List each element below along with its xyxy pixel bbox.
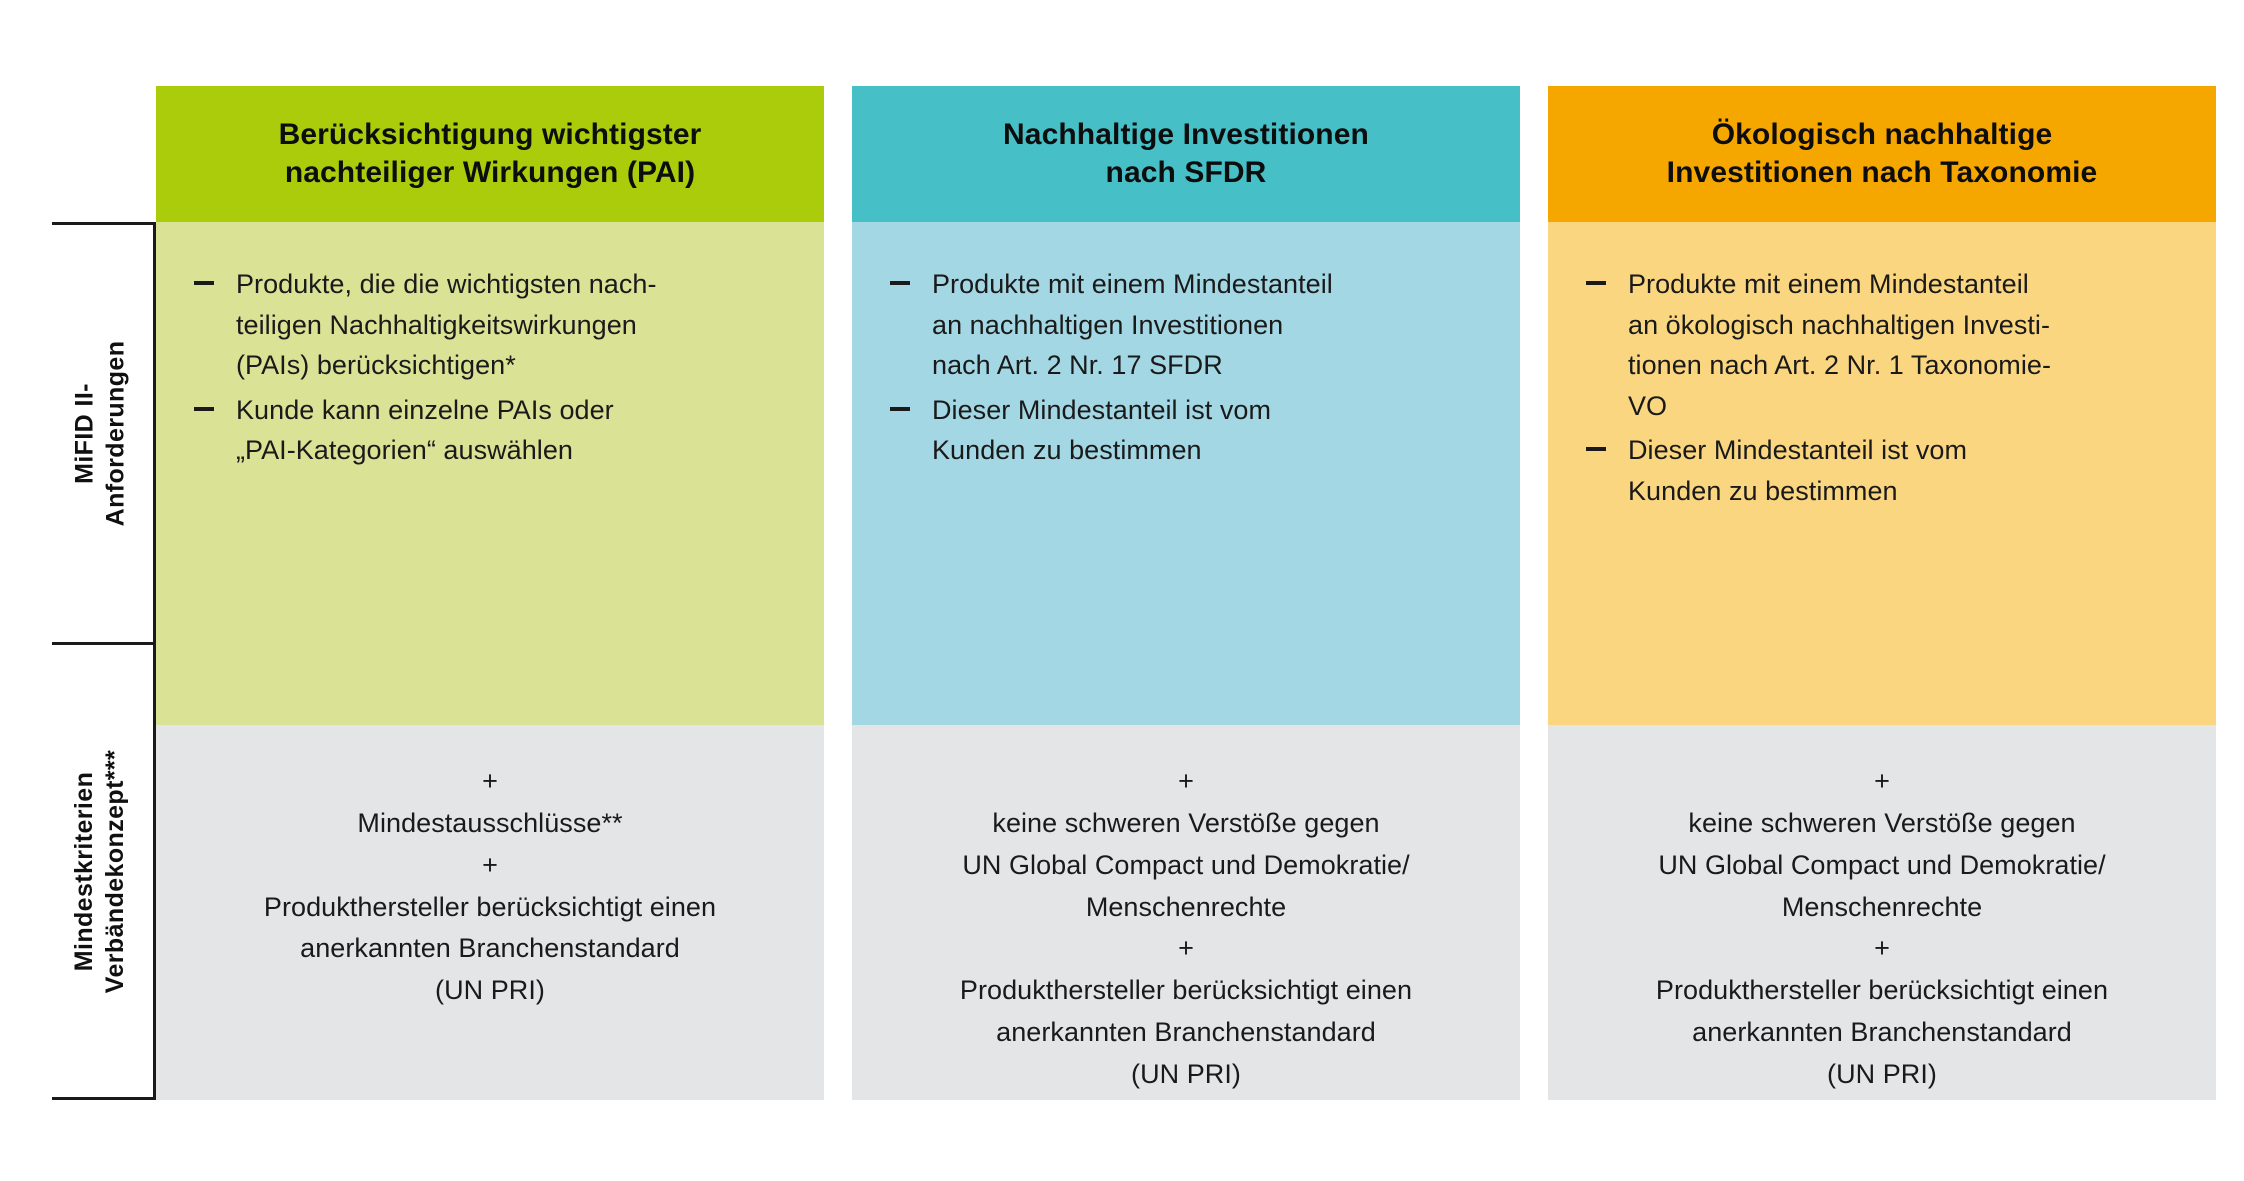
bullet-line: Produkte mit einem Mindestanteil — [932, 269, 1333, 299]
footer-line: (UN PRI) — [435, 975, 545, 1006]
bullet-line: Kunde kann einzelne PAIs oder — [236, 394, 614, 425]
dash-bullet-icon — [1586, 447, 1606, 451]
list-item — [190, 264, 790, 386]
list-item — [1582, 430, 2182, 511]
column-pai-header — [156, 86, 824, 222]
footer-line: anerkannten Branchenstandard — [1692, 1017, 2072, 1048]
column-taxonomy-header-line1: Ökologisch nachhaltige — [1711, 118, 2053, 152]
column-taxonomy-bullet-list — [1582, 264, 2182, 511]
bullet-line: (PAIs) berücksichtigen* — [236, 350, 516, 380]
dash-bullet-icon — [890, 281, 910, 285]
column-taxonomy-header-line2: Investitionen nach Taxonomie — [1666, 156, 2098, 189]
column-pai-body — [156, 222, 824, 725]
bullet-line: Kunden zu bestimmen — [1628, 475, 1898, 506]
plus-sign: + — [482, 766, 498, 796]
list-item — [886, 264, 1486, 386]
footer-line: (UN PRI) — [1827, 1058, 1937, 1089]
row-label-criteria-line1: Mindestkriterien — [70, 771, 99, 971]
footer-line: Mindestausschlüsse** — [357, 807, 623, 838]
footer-line: UN Global Compact und Demokratie/ — [1658, 849, 2106, 880]
bullet-line: teiligen Nachhaltigkeitswirkungen — [236, 309, 637, 340]
bullet-line: Produkte mit einem Mindestanteil — [1628, 269, 2029, 299]
bullet-line: VO — [1628, 390, 1668, 421]
dash-bullet-icon — [194, 407, 214, 411]
footer-line: Produkthersteller berücksichtigt einen — [959, 975, 1413, 1006]
footer-line: Produkthersteller berücksichtigt einen — [263, 891, 717, 922]
plus-sign: + — [1178, 766, 1194, 796]
dash-bullet-icon — [194, 281, 214, 285]
plus-sign: + — [1874, 933, 1890, 964]
comparison-grid — [156, 86, 2216, 1100]
footer-line: Produkthersteller berücksichtigt einen — [1655, 975, 2109, 1006]
column-sfdr-header-line1: Nachhaltige Investitionen — [1003, 118, 1369, 152]
row-label-mifid-line1: MiFID II- — [70, 383, 99, 484]
footer-line: (UN PRI) — [1131, 1058, 1241, 1089]
bullet-line: nach Art. 2 Nr. 17 SFDR — [932, 350, 1223, 380]
bullet-line: an nachhaltigen Investitionen — [932, 309, 1284, 340]
column-pai-header-line1: Berücksichtigung wichtigster — [278, 118, 702, 152]
bullet-line: Dieser Mindestanteil ist vom — [932, 394, 1272, 425]
column-taxonomy-footer — [1548, 725, 2216, 1100]
column-pai-footer — [156, 725, 824, 1100]
footer-line: Menschenrechte — [1085, 891, 1287, 922]
column-taxonomy-header — [1548, 86, 2216, 222]
column-taxonomy — [1548, 86, 2216, 1100]
column-taxonomy-body — [1548, 222, 2216, 725]
bullet-line: an ökologisch nachhaltigen Investi- — [1628, 309, 2051, 340]
row-label-minimum-criteria — [52, 642, 148, 1100]
bullet-line: Produkte, die die wichtigsten nach- — [236, 269, 657, 299]
row-label-criteria-line2: Verbändekonzept*** — [101, 749, 130, 993]
bullet-line: Kunden zu bestimmen — [932, 435, 1202, 465]
footer-line: Menschenrechte — [1781, 891, 1983, 922]
column-pai-bullet-list — [190, 264, 790, 471]
plus-sign: + — [482, 849, 498, 880]
bullet-line: Dieser Mindestanteil ist vom — [1628, 435, 1968, 465]
plus-sign: + — [1178, 933, 1194, 964]
dash-bullet-icon — [890, 407, 910, 411]
bullet-line: tionen nach Art. 2 Nr. 1 Taxonomie- — [1628, 350, 2051, 380]
row-label-mifid-requirements — [52, 222, 148, 645]
column-pai — [156, 86, 824, 1100]
dash-bullet-icon — [1586, 281, 1606, 285]
list-item — [190, 390, 790, 471]
list-item — [886, 390, 1486, 471]
column-sfdr-header-line2: nach SFDR — [1105, 156, 1267, 189]
footer-line: UN Global Compact und Demokratie/ — [962, 849, 1410, 880]
bullet-line: „PAI-Kategorien“ auswählen — [236, 435, 573, 465]
footer-line: anerkannten Branchenstandard — [996, 1017, 1376, 1048]
plus-sign: + — [1874, 766, 1890, 796]
column-sfdr-body — [852, 222, 1520, 725]
row-axis — [52, 222, 156, 1100]
column-sfdr-bullet-list — [886, 264, 1486, 471]
column-pai-header-line2: nachteiliger Wirkungen (PAI) — [284, 156, 696, 189]
footer-line: keine schweren Verstöße gegen — [992, 807, 1380, 838]
list-item — [1582, 264, 2182, 426]
footer-line: keine schweren Verstöße gegen — [1688, 807, 2076, 838]
column-sfdr-header — [852, 86, 1520, 222]
row-label-mifid-line2: Anforderungen — [101, 340, 129, 527]
column-sfdr — [852, 86, 1520, 1100]
column-sfdr-footer — [852, 725, 1520, 1100]
footer-line: anerkannten Branchenstandard — [300, 933, 680, 964]
